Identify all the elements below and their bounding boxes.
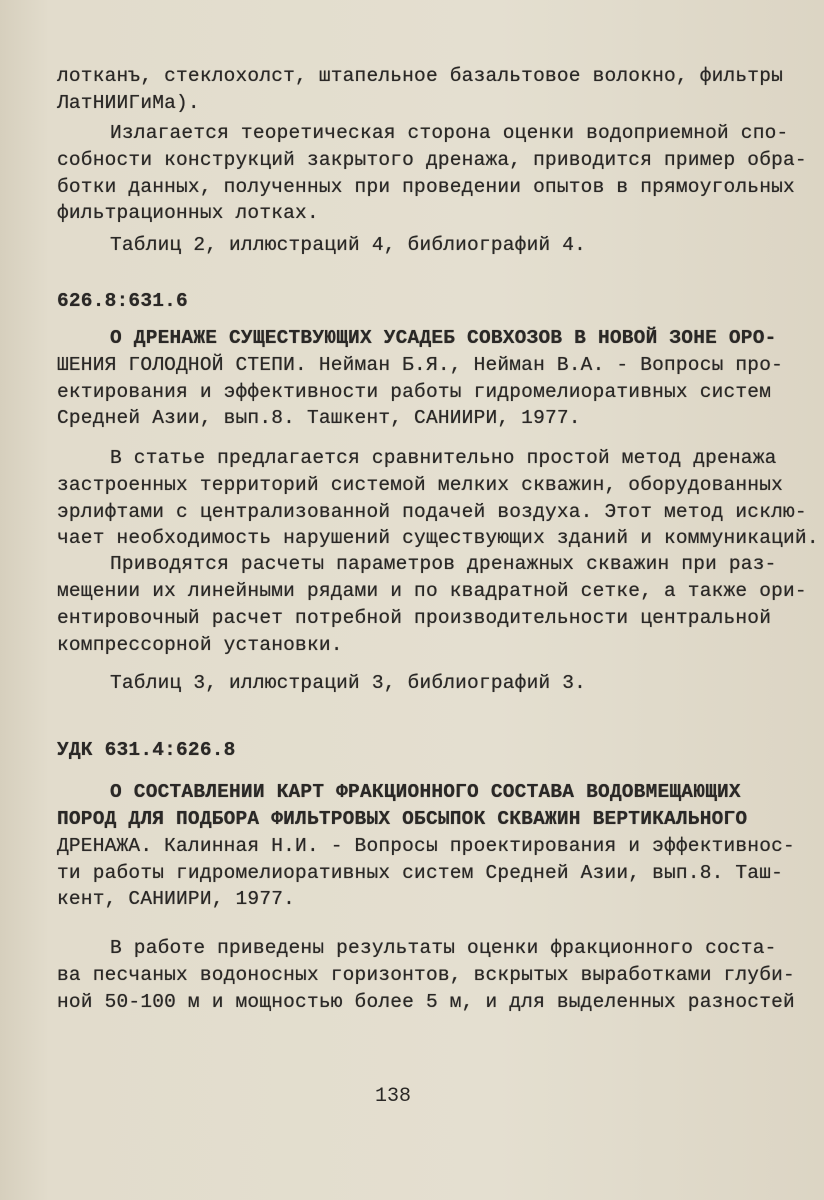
entry2-abstract-line-1: В работе приведены результаты оценки фракционного соста- — [110, 937, 777, 959]
entry1-title-line-4: Средней Азии, вып.8. Ташкент, САНИИРИ, 1977. — [57, 407, 581, 429]
entry1-title-line-3: ектирования и эффективности работы гидромелиоративных систем — [57, 381, 772, 403]
entry2-title-line-5: кент, САНИИРИ, 1977. — [57, 888, 296, 910]
p1-line-3: Излагается теоретическая сторона оценки водоприемной спо- — [110, 122, 789, 144]
entry1-abstract-line-1: В статье предлагается сравнительно простой метод дренажа — [110, 447, 777, 469]
entry2-title-line-4: ти работы гидромелиоративных систем Средней Азии, вып.8. Таш- — [57, 862, 784, 884]
entry2-abstract-line-2: ва песчаных водоносных горизонтов, вскрытых выработками глуби- — [57, 964, 795, 986]
entry1-abstract-line-6: мещении их линейными рядами и по квадратной сетке, а также ори- — [57, 580, 807, 602]
entry2-title-line-2: ПОРОД ДЛЯ ПОДБОРА ФИЛЬТРОВЫХ ОБСЫПОК СКВАЖИН ВЕРТИКАЛЬНОГО — [57, 808, 748, 830]
entry2-title-line-3: ДРЕНАЖА. Калинная Н.И. - Вопросы проектирования и эффективнос- — [57, 835, 795, 857]
entry1-abstract-line-3: эрлифтами с централизованной подачей воздуха. Этот метод исклю- — [57, 501, 807, 523]
entry1-abstract-line-4: чает необходимость нарушений существующих зданий и коммуникаций. — [57, 527, 819, 549]
entry1-udk: 626.8:631.6 — [57, 290, 188, 312]
entry1-abstract-line-8: компрессорной установки. — [57, 634, 343, 656]
p1-line-4: собности конструкций закрытого дренажа, приводится пример обра- — [57, 149, 807, 171]
p1-line-7: Таблиц 2, иллюстраций 4, библиографий 4. — [110, 234, 587, 256]
page-number: 138 — [375, 1085, 412, 1108]
entry1-title-line-2: ШЕНИЯ ГОЛОДНОЙ СТЕПИ. Нейман Б.Я., Нейман В.А. - Вопросы про- — [57, 354, 784, 376]
entry1-title-line-1: О ДРЕНАЖЕ СУЩЕСТВУЮЩИХ УСАДЕБ СОВХОЗОВ В НОВОЙ ЗОНЕ ОРО- — [110, 327, 777, 349]
entry2-udk: УДК 631.4:626.8 — [57, 739, 236, 761]
p1-line-1: лотканъ, стеклохолст, штапельное базальтовое волокно, фильтры — [57, 65, 784, 87]
p1-line-2: ЛатНИИГиМа). — [57, 92, 200, 114]
entry2-abstract-line-3: ной 50-100 м и мощностью более 5 м, и для выделенных разностей — [57, 991, 795, 1013]
entry2-title-line-1: О СОСТАВЛЕНИИ КАРТ ФРАКЦИОННОГО СОСТАВА ВОДОВМЕЩАЮЩИХ — [110, 781, 741, 803]
entry1-abstract-line-7: ентировочный расчет потребной производительности центральной — [57, 607, 772, 629]
entry1-abstract-line-2: застроенных территорий системой мелких скважин, оборудованных — [57, 474, 784, 496]
entry1-stats: Таблиц 3, иллюстраций 3, библиографий 3. — [110, 672, 587, 694]
entry1-abstract-line-5: Приводятся расчеты параметров дренажных скважин при раз- — [110, 553, 777, 575]
p1-line-6: фильтрационных лотках. — [57, 202, 319, 224]
p1-line-5: ботки данных, полученных при проведении опытов в прямоугольных — [57, 176, 795, 198]
